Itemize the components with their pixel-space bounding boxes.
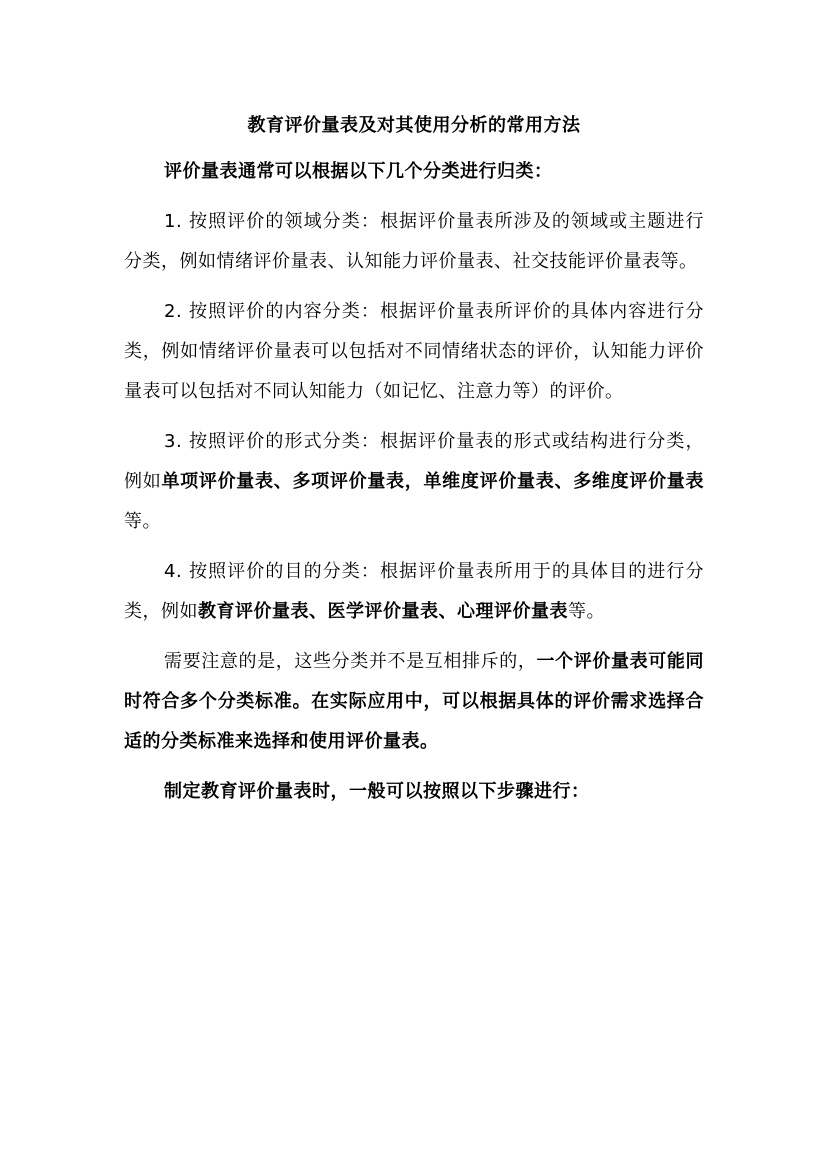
item-3-bold-text: 单项评价量表、多项评价量表，单维度评价量表、多维度评价量表 xyxy=(161,471,705,492)
classification-heading: 评价量表通常可以根据以下几个分类进行归类： xyxy=(164,161,553,182)
paragraph-item-4 xyxy=(124,552,704,632)
document-title: 教育评价量表及对其使用分析的常用方法 xyxy=(247,115,581,136)
item-4-bold-text: 教育评价量表、医学评价量表、心理评价量表 xyxy=(198,601,568,622)
item-3-prefix: 3. 按照评价的形式分类：根据评价量表的形式或结构进行分类，例如 xyxy=(124,431,704,492)
note-bold-text: 一个评价量表可能同时符合多个分类标准。在实际应用中，可以根据具体的评价需求选择合适的分类标准来选择和使用评价量表。 xyxy=(124,651,704,752)
item-4-suffix: 等。 xyxy=(568,601,605,622)
item-3-suffix: 等。 xyxy=(124,511,161,532)
note-prefix: 需要注意的是，这些分类并不是互相排斥的， xyxy=(164,651,537,672)
steps-heading: 制定教育评价量表时，一般可以按照以下步骤进行： xyxy=(164,781,590,802)
item-4-prefix: 4. 按照评价的目的分类：根据评价量表所用于的具体目的进行分类，例如 xyxy=(124,561,704,622)
paragraph-item-2: 2. 按照评价的内容分类：根据评价量表所评价的具体内容进行分类，例如情绪评价量表可以包括对不同情绪状态的评价，认知能力评价量表可以包括对不同认知能力（如记忆、注意力等）的评价。 xyxy=(124,301,704,402)
paragraph-item-1: 1. 按照评价的领域分类：根据评价量表所涉及的领域或主题进行分类，例如情绪评价量表、认知能力评价量表、社交技能评价量表等。 xyxy=(124,211,704,272)
paragraph-item-3 xyxy=(124,422,704,542)
paragraph-note xyxy=(124,642,704,762)
document-body xyxy=(124,108,704,822)
